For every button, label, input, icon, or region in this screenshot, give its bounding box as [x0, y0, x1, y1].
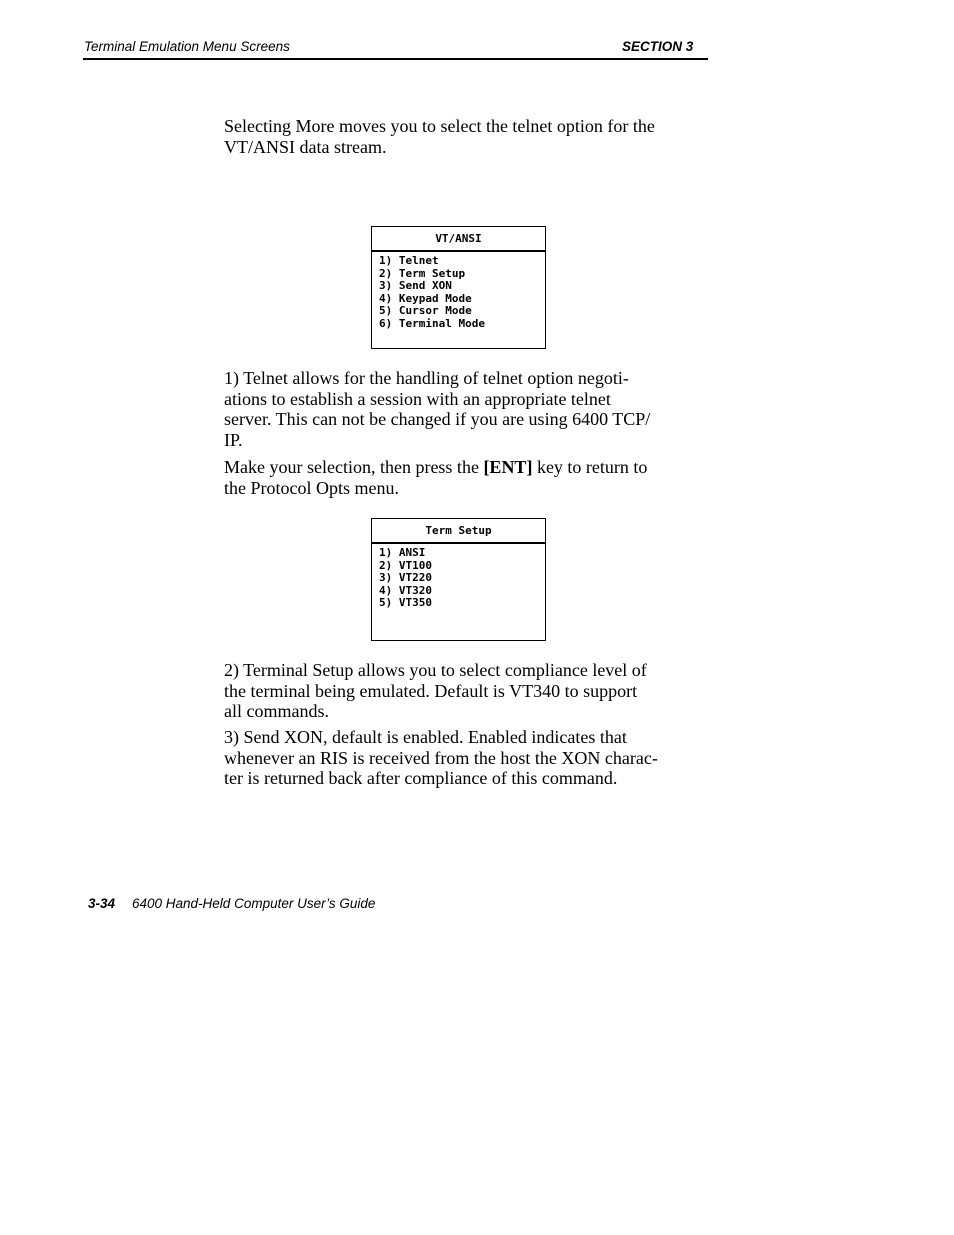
- text-line: the Protocol Opts menu.: [224, 477, 399, 498]
- screen-menu-list: [372, 544, 545, 610]
- menu-item-telnet: 1) Telnet: [379, 254, 439, 267]
- text-line: all commands.: [224, 701, 329, 721]
- menu-item-ansi: 1) ANSI: [379, 546, 426, 559]
- text-line: the terminal being emulated. Default is VT340 to support: [224, 680, 638, 701]
- header-rule: [83, 58, 708, 60]
- menu-item-keypad-mode: 4) Keypad Mode: [379, 291, 472, 305]
- terminal-setup-paragraph: [224, 660, 708, 722]
- text-line: ter is returned back after compliance of this command.: [224, 768, 618, 788]
- text-line: IP.: [224, 429, 243, 450]
- text-line: [224, 457, 708, 478]
- text-line: whenever an RIS is received from the host the XON charac-: [224, 747, 658, 768]
- book-title: 6400 Hand-Held Computer User’s Guide: [132, 896, 376, 911]
- term-setup-menu-screen: [371, 518, 546, 641]
- menu-item-cursor-mode: 5) Cursor Mode: [379, 304, 472, 317]
- telnet-paragraph: [224, 368, 708, 450]
- make-selection-paragraph: [224, 457, 708, 498]
- menu-item-terminal-mode: 6) Terminal Mode: [379, 316, 485, 330]
- send-xon-paragraph: [224, 727, 708, 789]
- header-chapter-title: Terminal Emulation Menu Screens: [84, 39, 290, 54]
- screen-title: Term Setup: [372, 519, 545, 544]
- vt-ansi-menu-screen: [371, 226, 546, 349]
- text-line: Selecting More moves you to select the telnet option for the: [224, 116, 655, 136]
- instruction-text: Make your selection, then press the: [224, 457, 484, 477]
- page-number: 3-34: [88, 896, 116, 911]
- intro-paragraph: [224, 116, 708, 157]
- menu-item-vt100: 2) VT100: [379, 558, 432, 572]
- menu-item-vt320: 4) VT320: [379, 583, 432, 597]
- screen-menu-list: [372, 252, 545, 330]
- menu-item-vt350: 5) VT350: [379, 596, 432, 609]
- text-line: server. This can not be changed if you are using 6400 TCP/: [224, 409, 651, 429]
- header-section-label: SECTION 3: [622, 39, 694, 54]
- ent-key-label: [ENT]: [483, 457, 533, 477]
- text-line: 2) Terminal Setup allows you to select compliance level of: [224, 660, 647, 680]
- text-line: 1) Telnet allows for the handling of telnet option negoti-: [224, 368, 629, 388]
- screen-title: VT/ANSI: [372, 227, 545, 252]
- menu-item-term-setup: 2) Term Setup: [379, 266, 466, 280]
- instruction-text: key to return to: [532, 457, 648, 477]
- text-line: VT/ANSI data stream.: [224, 136, 387, 157]
- text-line: ations to establish a session with an appropriate telnet: [224, 388, 611, 409]
- menu-item-vt220: 3) VT220: [379, 571, 432, 584]
- text-line: 3) Send XON, default is enabled. Enabled indicates that: [224, 727, 627, 747]
- menu-item-send-xon: 3) Send XON: [379, 279, 452, 292]
